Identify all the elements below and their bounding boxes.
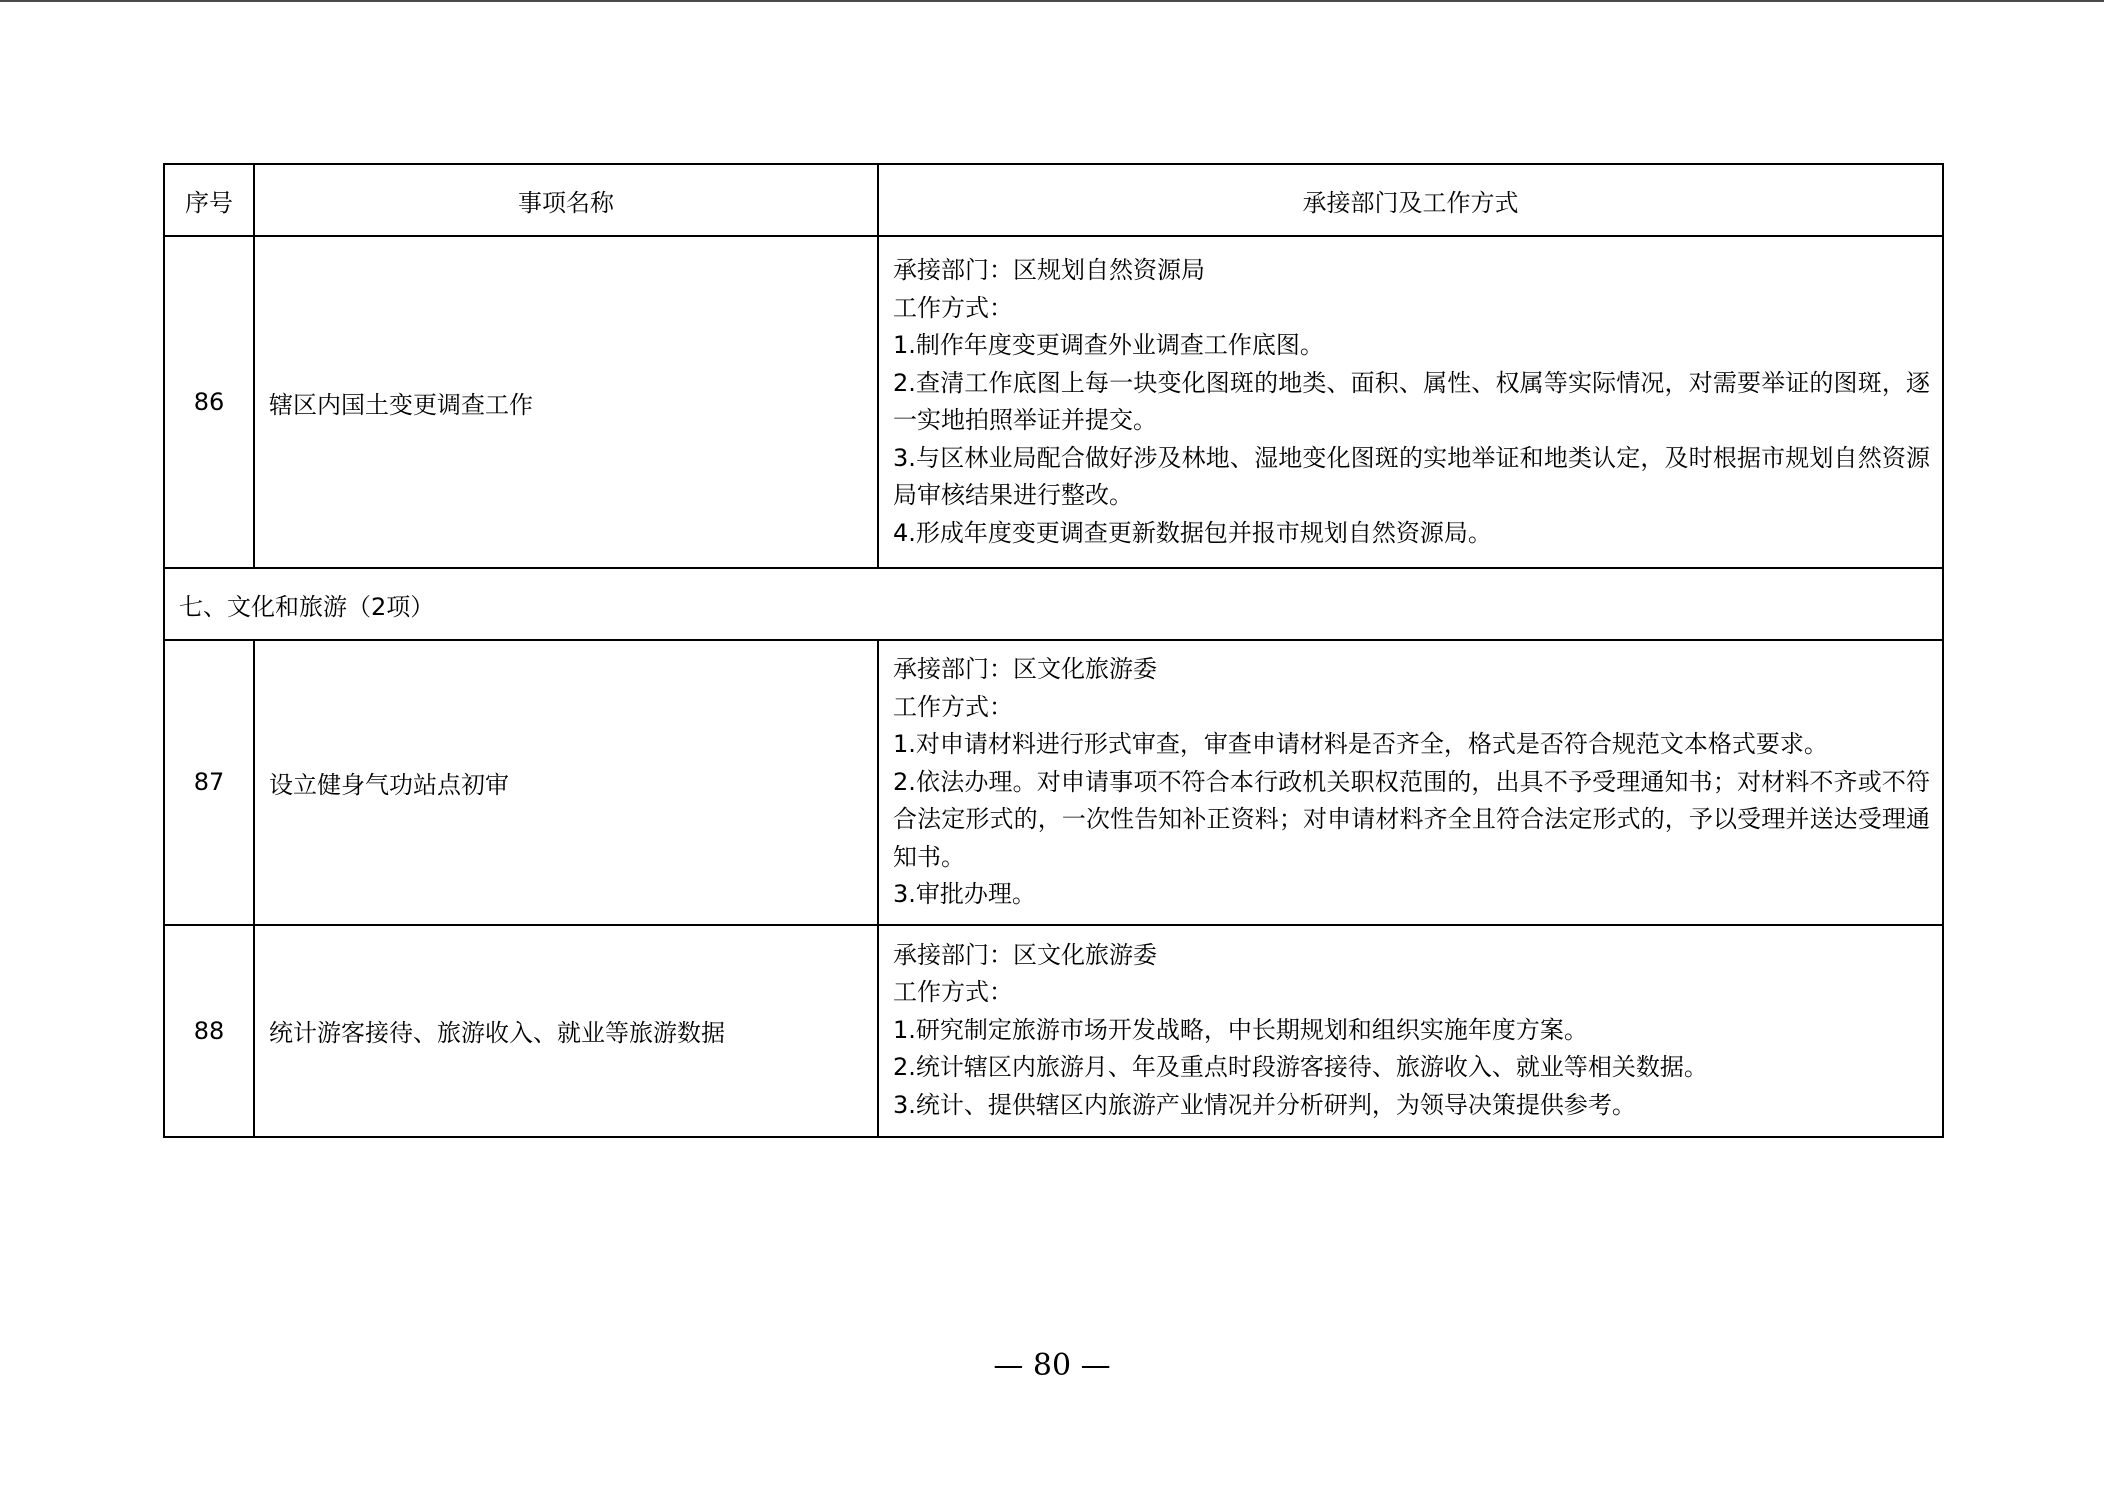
method-step: 3.与区林业局配合做好涉及林地、湿地变化图斑的实地举证和地类认定，及时根据市规划自然资源局审核结果进行整改。 [893, 443, 1930, 509]
method-step: 1.制作年度变更调查外业调查工作底图。 [893, 331, 1324, 359]
method-step: 4.形成年度变更调查更新数据包并报市规划自然资源局。 [893, 518, 1492, 547]
method-step: 1.对申请材料进行形式审查，审查申请材料是否齐全，格式是否符合规范文本格式要求。 [893, 730, 1828, 758]
header-seq: 序号 [164, 164, 254, 236]
section-heading: 七、文化和旅游（2项） [164, 568, 1943, 640]
page-number: — 80 — [993, 1348, 1111, 1383]
dept-line: 承接部门：区文化旅游委 [893, 940, 1157, 969]
method-step: 1.研究制定旅游市场开发战略，中长期规划和组织实施年度方案。 [893, 1015, 1588, 1044]
method-step: 3.审批办理。 [893, 880, 1036, 908]
row-seq: 87 [164, 640, 254, 925]
dept-line: 承接部门：区文化旅游委 [893, 655, 1157, 683]
row-item-name: 统计游客接待、旅游收入、就业等旅游数据 [254, 925, 878, 1137]
method-step: 3.统计、提供辖区内旅游产业情况并分析研判，为领导决策提供参考。 [893, 1090, 1636, 1119]
table-row [164, 640, 1943, 925]
method-step: 2.依法办理。对申请事项不符合本行政机关职权范围的，出具不予受理通知书；对材料不齐或不符合法定形式的，一次性告知补正资料；对申请材料齐全且符合法定形式的，予以受理并送达受理通知书。 [893, 767, 1930, 871]
method-step: 2.统计辖区内旅游月、年及重点时段游客接待、旅游收入、就业等相关数据。 [893, 1053, 1708, 1082]
row-item-name: 设立健身气功站点初审 [254, 640, 878, 925]
row-dept-method [878, 640, 1943, 925]
dept-line: 承接部门：区规划自然资源局 [893, 256, 1205, 284]
header-item-name: 事项名称 [254, 164, 878, 236]
method-label: 工作方式： [893, 692, 1013, 721]
method-step: 2.查清工作底图上每一块变化图斑的地类、面积、属性、权属等实际情况，对需要举证的图斑，逐一实地拍照举证并提交。 [893, 368, 1930, 434]
row-dept-method [878, 236, 1943, 568]
header-dept-method: 承接部门及工作方式 [878, 164, 1943, 236]
table-header-row [164, 164, 1943, 236]
row-seq: 86 [164, 236, 254, 568]
table-row [164, 925, 1943, 1137]
top-border-line [0, 0, 2104, 2]
method-label: 工作方式： [893, 978, 1013, 1007]
table-row [164, 236, 1943, 568]
method-label: 工作方式： [893, 293, 1013, 322]
section-row [164, 568, 1943, 640]
items-table [163, 163, 1944, 1138]
row-seq: 88 [164, 925, 254, 1137]
row-item-name: 辖区内国土变更调查工作 [254, 236, 878, 568]
row-dept-method [878, 925, 1943, 1137]
